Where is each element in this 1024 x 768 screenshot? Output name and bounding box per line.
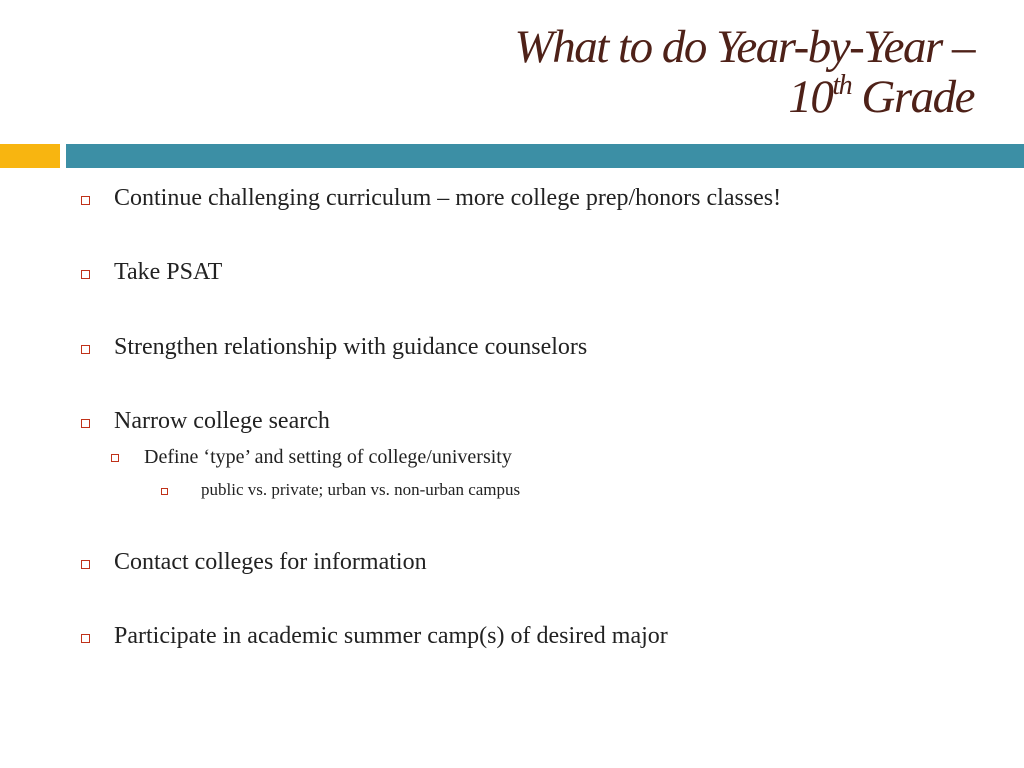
- hollow-square-icon: [81, 345, 90, 354]
- hollow-square-icon: [81, 634, 90, 643]
- accent-bar-gold: [0, 144, 60, 168]
- accent-bar-teal: [66, 144, 1024, 168]
- hollow-square-icon: [81, 560, 90, 569]
- bullet-text: Take PSAT: [114, 259, 223, 285]
- bullet-item: [81, 333, 587, 361]
- hollow-square-icon: [81, 270, 90, 279]
- bullet-item: [81, 258, 222, 286]
- bullet-item: [81, 622, 668, 650]
- title-line-1: What to do Year-by-Year –: [514, 21, 974, 73]
- bullet-item: [81, 548, 427, 576]
- sub-bullet-text: Define ‘type’ and setting of college/university: [144, 446, 512, 468]
- hollow-square-icon: [81, 196, 90, 205]
- bullet-text: Narrow college search: [114, 408, 330, 434]
- bullet-text: Continue challenging curriculum – more college prep/honors classes!: [114, 185, 782, 211]
- title-line-2: [74, 72, 974, 122]
- bullet-text: Strengthen relationship with guidance counselors: [114, 334, 588, 360]
- bullet-text: Participate in academic summer camp(s) of desired major: [114, 623, 668, 649]
- title-grade-number: 10: [788, 71, 833, 123]
- sub-sub-bullet-text: public vs. private; urban vs. non-urban campus: [201, 480, 521, 499]
- hollow-square-icon: [81, 419, 90, 428]
- title-grade-word: Grade: [851, 71, 974, 123]
- bullet-text: Contact colleges for information: [114, 549, 427, 575]
- bullet-item: [81, 407, 330, 435]
- title-grade-suffix: th: [832, 70, 852, 101]
- hollow-square-icon: [161, 488, 168, 495]
- sub-bullet-item: [111, 445, 512, 469]
- slide-title: [74, 22, 974, 122]
- bullet-item: [81, 184, 781, 212]
- sub-sub-bullet-item: [161, 480, 520, 500]
- hollow-square-icon: [111, 454, 119, 462]
